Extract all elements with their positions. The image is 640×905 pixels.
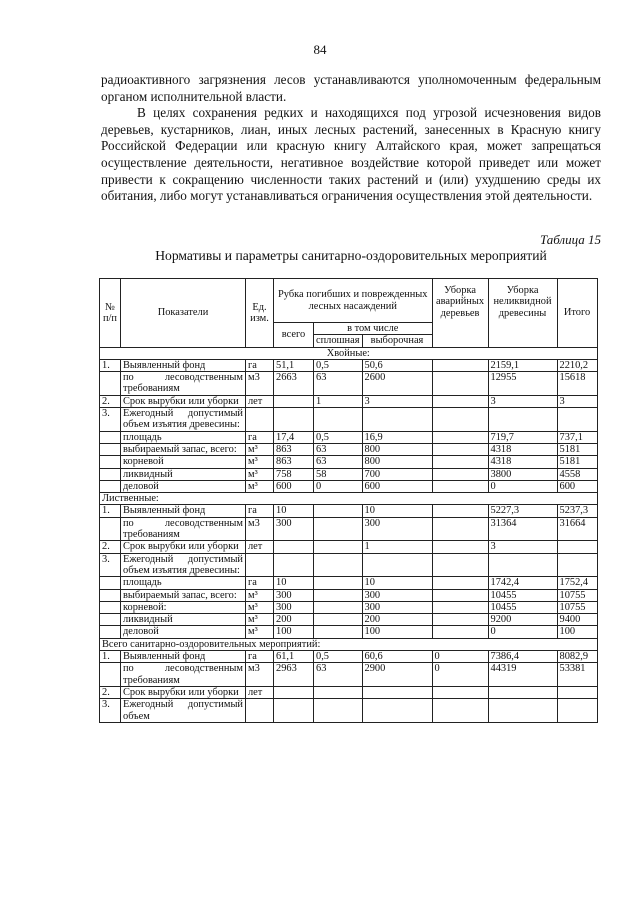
cell-sum: 100 bbox=[557, 626, 597, 638]
cell-clear bbox=[314, 626, 363, 638]
row-unit: га bbox=[246, 505, 274, 517]
cell-emergency bbox=[432, 626, 488, 638]
cell-clear: 1 bbox=[314, 395, 363, 407]
cell-emergency bbox=[432, 468, 488, 480]
cell-selective: 50,6 bbox=[362, 359, 432, 371]
cell-selective: 100 bbox=[362, 626, 432, 638]
cell-clear: 0,5 bbox=[314, 651, 363, 663]
cell-emergency bbox=[432, 456, 488, 468]
cell-sum: 2210,2 bbox=[557, 359, 597, 371]
cell-total: 300 bbox=[274, 601, 314, 613]
cell-illiquid: 10455 bbox=[488, 589, 557, 601]
table-row bbox=[100, 395, 598, 407]
cell-total bbox=[274, 541, 314, 553]
row-unit: м³ bbox=[246, 480, 274, 492]
cell-total: 758 bbox=[274, 468, 314, 480]
cell-sum: 5181 bbox=[557, 456, 597, 468]
header-indicator: Показатели bbox=[121, 279, 246, 348]
cell-clear: 0,5 bbox=[314, 359, 363, 371]
cell-total: 2963 bbox=[274, 663, 314, 687]
row-indicator: ликвидный bbox=[121, 468, 246, 480]
row-indicator: корневой: bbox=[121, 601, 246, 613]
cell-selective: 2600 bbox=[362, 372, 432, 396]
cell-clear bbox=[314, 408, 363, 432]
cell-selective: 1 bbox=[362, 541, 432, 553]
row-unit bbox=[246, 408, 274, 432]
table-row bbox=[100, 686, 598, 698]
cell-clear: 63 bbox=[314, 456, 363, 468]
cell-illiquid: 1742,4 bbox=[488, 577, 557, 589]
row-indicator: по лесоводственным требованиям bbox=[121, 372, 246, 396]
cell-sum: 10755 bbox=[557, 601, 597, 613]
cell-total bbox=[274, 408, 314, 432]
header-total: всего bbox=[274, 323, 314, 348]
cell-illiquid: 5227,3 bbox=[488, 505, 557, 517]
header-including: в том числе bbox=[314, 323, 433, 335]
row-no: 2. bbox=[100, 395, 121, 407]
header-no: № п/п bbox=[100, 279, 121, 348]
cell-emergency bbox=[432, 553, 488, 577]
row-unit: лет bbox=[246, 541, 274, 553]
cell-total: 100 bbox=[274, 626, 314, 638]
cell-emergency bbox=[432, 359, 488, 371]
cell-emergency bbox=[432, 395, 488, 407]
cell-total: 2663 bbox=[274, 372, 314, 396]
cell-clear bbox=[314, 614, 363, 626]
cell-emergency bbox=[432, 686, 488, 698]
cell-selective: 10 bbox=[362, 577, 432, 589]
table-row bbox=[100, 663, 598, 687]
cell-sum: 737,1 bbox=[557, 431, 597, 443]
row-indicator: выбираемый запас, всего: bbox=[121, 589, 246, 601]
cell-clear bbox=[314, 686, 363, 698]
cell-sum: 8082,9 bbox=[557, 651, 597, 663]
cell-clear: 63 bbox=[314, 663, 363, 687]
cell-clear bbox=[314, 553, 363, 577]
cell-emergency bbox=[432, 589, 488, 601]
cell-clear: 63 bbox=[314, 372, 363, 396]
cell-illiquid: 719,7 bbox=[488, 431, 557, 443]
section-title: Хвойные: bbox=[100, 347, 598, 359]
cell-illiquid: 4318 bbox=[488, 443, 557, 455]
row-unit: м³ bbox=[246, 456, 274, 468]
row-no bbox=[100, 468, 121, 480]
row-indicator: Срок вырубки или уборки bbox=[121, 541, 246, 553]
cell-illiquid: 9200 bbox=[488, 614, 557, 626]
cell-clear bbox=[314, 517, 363, 541]
row-indicator: деловой bbox=[121, 480, 246, 492]
cell-clear bbox=[314, 699, 363, 723]
cell-selective: 300 bbox=[362, 601, 432, 613]
table-body bbox=[100, 347, 598, 722]
cell-illiquid: 0 bbox=[488, 626, 557, 638]
cell-total: 51,1 bbox=[274, 359, 314, 371]
row-unit bbox=[246, 699, 274, 723]
row-indicator: Выявленный фонд bbox=[121, 651, 246, 663]
header-clear: сплошная bbox=[314, 335, 363, 347]
row-no bbox=[100, 443, 121, 455]
row-no bbox=[100, 517, 121, 541]
cell-clear bbox=[314, 541, 363, 553]
row-no: 2. bbox=[100, 686, 121, 698]
cell-sum bbox=[557, 699, 597, 723]
section-title: Лиственные: bbox=[100, 493, 598, 505]
table-header bbox=[100, 279, 598, 348]
cell-selective: 800 bbox=[362, 456, 432, 468]
row-unit: м³ bbox=[246, 626, 274, 638]
cell-sum: 10755 bbox=[557, 589, 597, 601]
cell-sum bbox=[557, 541, 597, 553]
table-row bbox=[100, 372, 598, 396]
row-no: 3. bbox=[100, 408, 121, 432]
cell-illiquid: 4318 bbox=[488, 456, 557, 468]
cell-total: 300 bbox=[274, 589, 314, 601]
row-no: 3. bbox=[100, 553, 121, 577]
row-no bbox=[100, 456, 121, 468]
table-row bbox=[100, 468, 598, 480]
paragraph-2: В целях сохранения редких и находящихся под угрозой исчезновения видов деревьев, кустарников, лиан, иных лесных растений, занесенных в Красную книгу Российской Федерации или красную книгу Алтайского края, может запрещаться осуществление деятельности, негативное воздействие которой приведет или может привести к сокращению численности таких растений и (или) ухудшению среды их обитания, либо могут устанавливаться ограничения осуществления этой деятельности. bbox=[101, 105, 601, 204]
row-unit: га bbox=[246, 359, 274, 371]
row-unit: га bbox=[246, 577, 274, 589]
cell-illiquid bbox=[488, 699, 557, 723]
cell-sum bbox=[557, 686, 597, 698]
table-row bbox=[100, 408, 598, 432]
header-emergency: Уборка аварийных деревьев bbox=[432, 279, 488, 348]
cell-sum: 3 bbox=[557, 395, 597, 407]
cell-sum: 1752,4 bbox=[557, 577, 597, 589]
cell-illiquid bbox=[488, 686, 557, 698]
cell-selective: 300 bbox=[362, 589, 432, 601]
cell-emergency bbox=[432, 601, 488, 613]
table-label: Таблица 15 bbox=[539, 232, 601, 247]
row-no: 1. bbox=[100, 505, 121, 517]
row-indicator: Выявленный фонд bbox=[121, 359, 246, 371]
table-row bbox=[100, 589, 598, 601]
row-indicator: Ежегодный допустимый объем изъятия древесины: bbox=[121, 553, 246, 577]
table-row bbox=[100, 541, 598, 553]
cell-clear: 63 bbox=[314, 443, 363, 455]
header-unit: Ед. изм. bbox=[246, 279, 274, 348]
cell-total: 61,1 bbox=[274, 651, 314, 663]
section-row bbox=[100, 347, 598, 359]
cell-emergency: 0 bbox=[432, 663, 488, 687]
cell-emergency bbox=[432, 541, 488, 553]
header-sum: Итого bbox=[557, 279, 597, 348]
cell-sum: 4558 bbox=[557, 468, 597, 480]
row-indicator: Ежегодный допустимый объем bbox=[121, 699, 246, 723]
table-row bbox=[100, 577, 598, 589]
table-row bbox=[100, 443, 598, 455]
cell-selective: 700 bbox=[362, 468, 432, 480]
cell-clear bbox=[314, 505, 363, 517]
row-indicator: по лесоводственным требованиям bbox=[121, 517, 246, 541]
cell-illiquid bbox=[488, 553, 557, 577]
cell-illiquid: 10455 bbox=[488, 601, 557, 613]
cell-illiquid: 3800 bbox=[488, 468, 557, 480]
row-no: 3. bbox=[100, 699, 121, 723]
cell-illiquid: 3 bbox=[488, 395, 557, 407]
row-unit: га bbox=[246, 651, 274, 663]
cell-total: 863 bbox=[274, 443, 314, 455]
table-row bbox=[100, 651, 598, 663]
cell-emergency bbox=[432, 443, 488, 455]
cell-sum: 5237,3 bbox=[557, 505, 597, 517]
row-no bbox=[100, 480, 121, 492]
cell-total bbox=[274, 553, 314, 577]
table-row bbox=[100, 456, 598, 468]
row-unit bbox=[246, 553, 274, 577]
header-selective: выборочная bbox=[362, 335, 432, 347]
cell-illiquid: 2159,1 bbox=[488, 359, 557, 371]
cell-illiquid: 7386,4 bbox=[488, 651, 557, 663]
cell-clear bbox=[314, 601, 363, 613]
header-felling: Рубка погибших и поврежденных лесных насаждений bbox=[274, 279, 433, 323]
cell-illiquid: 12955 bbox=[488, 372, 557, 396]
table-row bbox=[100, 517, 598, 541]
cell-total: 600 bbox=[274, 480, 314, 492]
cell-selective: 600 bbox=[362, 480, 432, 492]
cell-clear bbox=[314, 577, 363, 589]
cell-selective: 3 bbox=[362, 395, 432, 407]
table-row bbox=[100, 614, 598, 626]
row-unit: лет bbox=[246, 686, 274, 698]
sanitary-measures-table bbox=[99, 278, 598, 723]
row-no bbox=[100, 589, 121, 601]
row-unit: м³ bbox=[246, 614, 274, 626]
paragraph-1: радиоактивного загрязнения лесов устанавливаются уполномоченным федеральным органом исполнительной власти. bbox=[101, 72, 601, 104]
row-unit: м³ bbox=[246, 468, 274, 480]
cell-illiquid: 0 bbox=[488, 480, 557, 492]
row-indicator: Срок вырубки или уборки bbox=[121, 395, 246, 407]
cell-emergency bbox=[432, 480, 488, 492]
cell-total bbox=[274, 395, 314, 407]
cell-sum: 31664 bbox=[557, 517, 597, 541]
cell-illiquid: 3 bbox=[488, 541, 557, 553]
row-unit: м³ bbox=[246, 443, 274, 455]
header-illiquid: Уборка неликвидной древесины bbox=[488, 279, 557, 348]
cell-emergency bbox=[432, 431, 488, 443]
cell-clear bbox=[314, 589, 363, 601]
cell-sum bbox=[557, 408, 597, 432]
cell-emergency bbox=[432, 408, 488, 432]
cell-emergency bbox=[432, 699, 488, 723]
row-indicator: Ежегодный допустимый объем изъятия древесины: bbox=[121, 408, 246, 432]
cell-emergency: 0 bbox=[432, 651, 488, 663]
cell-illiquid: 44319 bbox=[488, 663, 557, 687]
cell-selective: 2900 bbox=[362, 663, 432, 687]
cell-emergency bbox=[432, 505, 488, 517]
cell-selective: 300 bbox=[362, 517, 432, 541]
cell-clear: 0 bbox=[314, 480, 363, 492]
row-no bbox=[100, 372, 121, 396]
row-no bbox=[100, 431, 121, 443]
cell-selective bbox=[362, 408, 432, 432]
cell-total bbox=[274, 686, 314, 698]
cell-selective bbox=[362, 699, 432, 723]
table-row bbox=[100, 699, 598, 723]
cell-total bbox=[274, 699, 314, 723]
row-no bbox=[100, 614, 121, 626]
cell-emergency bbox=[432, 577, 488, 589]
section-title: Всего санитарно-оздоровительных мероприятий: bbox=[100, 638, 598, 650]
table-title: Нормативы и параметры санитарно-оздоровительных мероприятий bbox=[155, 248, 547, 263]
row-no bbox=[100, 577, 121, 589]
row-indicator: площадь bbox=[121, 577, 246, 589]
cell-emergency bbox=[432, 614, 488, 626]
row-indicator: Выявленный фонд bbox=[121, 505, 246, 517]
row-unit: га bbox=[246, 431, 274, 443]
cell-selective: 10 bbox=[362, 505, 432, 517]
table-row bbox=[100, 359, 598, 371]
row-no bbox=[100, 601, 121, 613]
page-number: 84 bbox=[313, 42, 327, 57]
cell-sum: 5181 bbox=[557, 443, 597, 455]
row-indicator: деловой bbox=[121, 626, 246, 638]
cell-sum: 15618 bbox=[557, 372, 597, 396]
cell-selective: 60,6 bbox=[362, 651, 432, 663]
table-row bbox=[100, 480, 598, 492]
row-no: 1. bbox=[100, 651, 121, 663]
row-indicator: выбираемый запас, всего: bbox=[121, 443, 246, 455]
cell-selective: 16,9 bbox=[362, 431, 432, 443]
cell-total: 17,4 bbox=[274, 431, 314, 443]
cell-total: 300 bbox=[274, 517, 314, 541]
section-row bbox=[100, 493, 598, 505]
table-row bbox=[100, 505, 598, 517]
cell-illiquid bbox=[488, 408, 557, 432]
row-no: 2. bbox=[100, 541, 121, 553]
table-row bbox=[100, 553, 598, 577]
cell-selective: 200 bbox=[362, 614, 432, 626]
row-unit: м³ bbox=[246, 589, 274, 601]
row-unit: м³ bbox=[246, 601, 274, 613]
cell-sum: 600 bbox=[557, 480, 597, 492]
cell-selective bbox=[362, 553, 432, 577]
table-row bbox=[100, 601, 598, 613]
cell-total: 10 bbox=[274, 577, 314, 589]
row-unit: м3 bbox=[246, 663, 274, 687]
cell-sum bbox=[557, 553, 597, 577]
cell-total: 10 bbox=[274, 505, 314, 517]
cell-clear: 0,5 bbox=[314, 431, 363, 443]
row-no: 1. bbox=[100, 359, 121, 371]
row-indicator: по лесоводственным требованиям bbox=[121, 663, 246, 687]
row-unit: м3 bbox=[246, 372, 274, 396]
row-unit: лет bbox=[246, 395, 274, 407]
body-text bbox=[101, 72, 601, 205]
cell-illiquid: 31364 bbox=[488, 517, 557, 541]
cell-clear: 58 bbox=[314, 468, 363, 480]
row-unit: м3 bbox=[246, 517, 274, 541]
cell-selective: 800 bbox=[362, 443, 432, 455]
row-indicator: площадь bbox=[121, 431, 246, 443]
cell-emergency bbox=[432, 372, 488, 396]
section-row bbox=[100, 638, 598, 650]
table-row bbox=[100, 431, 598, 443]
row-indicator: корневой bbox=[121, 456, 246, 468]
cell-total: 200 bbox=[274, 614, 314, 626]
row-indicator: ликвидный bbox=[121, 614, 246, 626]
cell-sum: 53381 bbox=[557, 663, 597, 687]
cell-emergency bbox=[432, 517, 488, 541]
table-row bbox=[100, 626, 598, 638]
cell-sum: 9400 bbox=[557, 614, 597, 626]
cell-total: 863 bbox=[274, 456, 314, 468]
cell-selective bbox=[362, 686, 432, 698]
row-no bbox=[100, 663, 121, 687]
row-indicator: Срок вырубки или уборки bbox=[121, 686, 246, 698]
row-no bbox=[100, 626, 121, 638]
